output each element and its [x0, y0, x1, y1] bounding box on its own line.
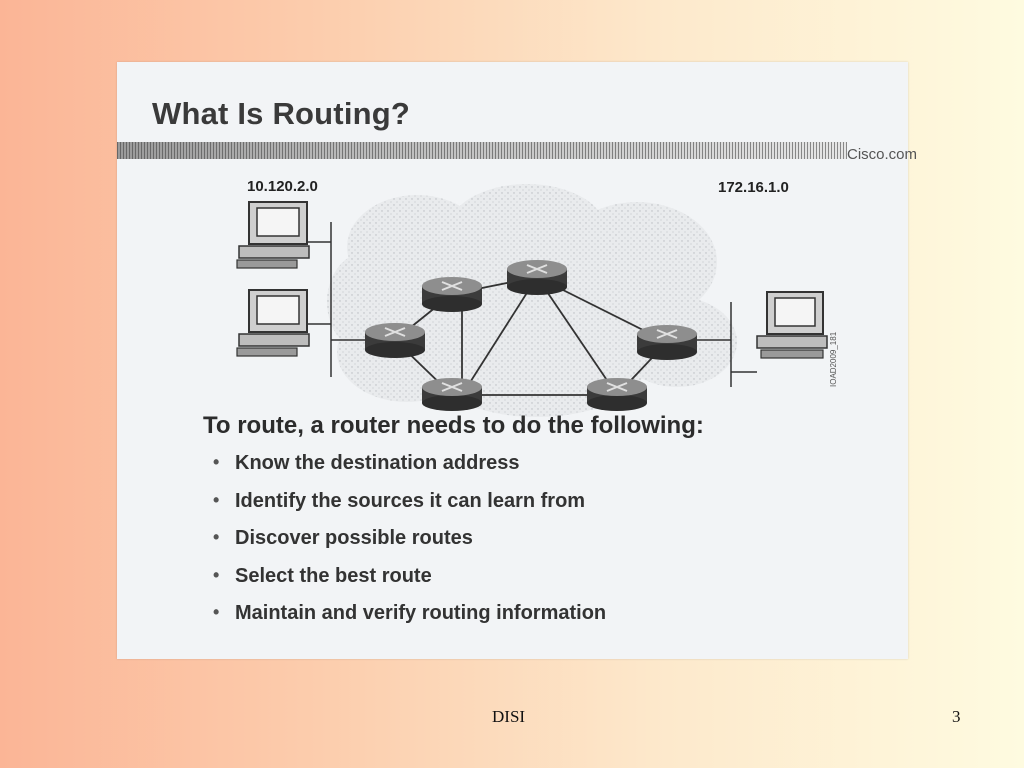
- brand-label: Cisco.com: [847, 146, 918, 163]
- network-label-left: 10.120.2.0: [247, 178, 318, 195]
- bullet-icon: •: [213, 452, 220, 472]
- side-code-label: IOAD2009_181: [829, 331, 838, 387]
- bullet-icon: •: [213, 527, 220, 547]
- list-item: • Select the best route: [213, 564, 432, 587]
- list-item: • Know the destination address: [213, 452, 520, 474]
- bullet-icon: •: [213, 564, 220, 585]
- bullet-list: [213, 452, 606, 640]
- network-label-right: 172.16.1.0: [718, 179, 789, 196]
- list-item: • Maintain and verify routing information: [213, 602, 607, 624]
- slide-image: [117, 62, 918, 659]
- bullet-icon: •: [213, 602, 220, 622]
- network-cloud: [327, 184, 737, 417]
- network-diagram: [117, 162, 908, 412]
- footer-label: DISI: [492, 707, 526, 726]
- title-bar: [117, 142, 847, 159]
- list-item: • Discover possible routes: [213, 527, 473, 549]
- list-item: • Identify the sources it can learn from: [213, 489, 586, 512]
- page-number: 3: [952, 707, 961, 726]
- intro-text: To route, a router needs to do the following:: [203, 412, 704, 439]
- bullet-icon: •: [213, 489, 220, 510]
- slide-title: What Is Routing?: [152, 96, 411, 131]
